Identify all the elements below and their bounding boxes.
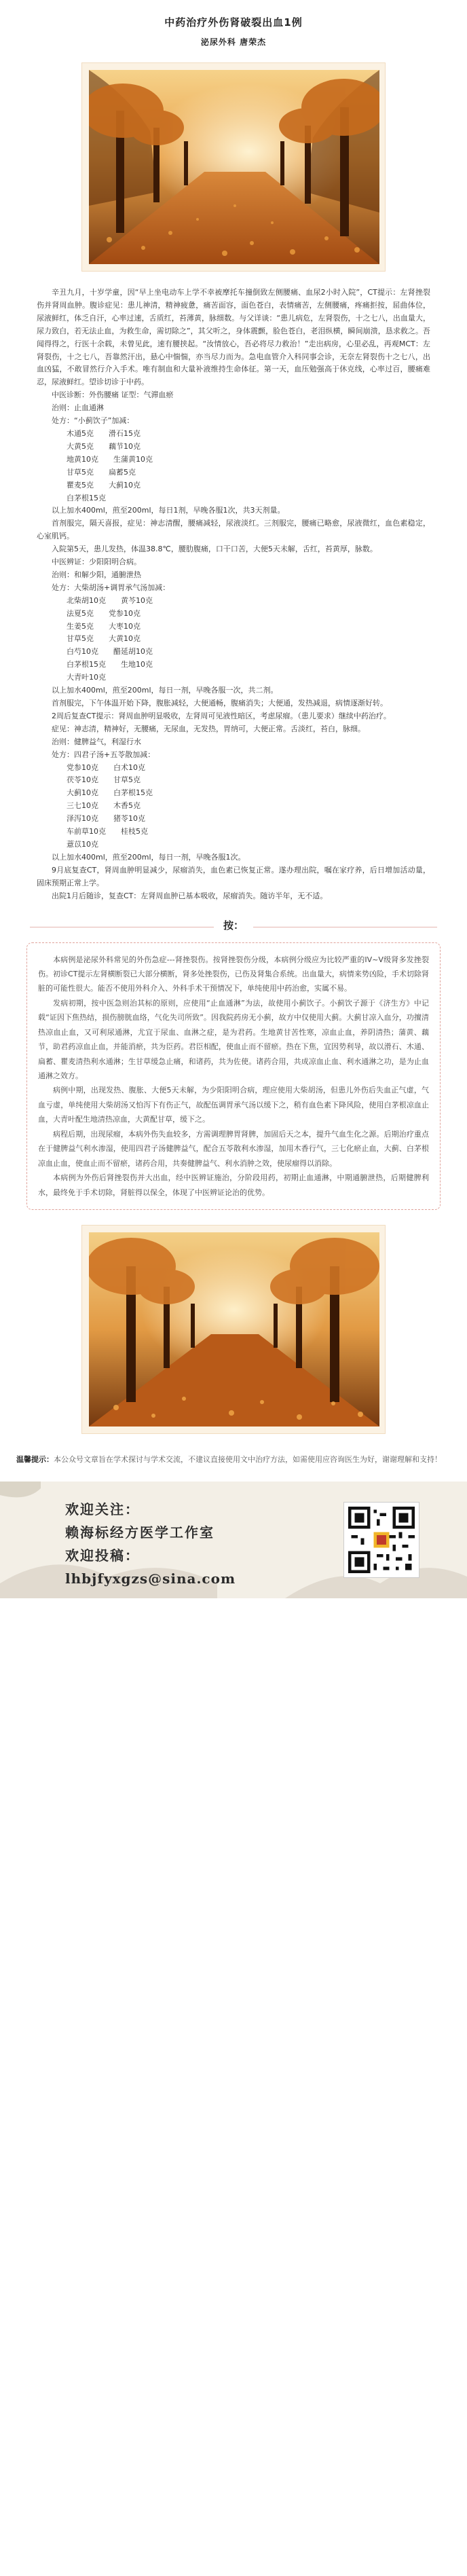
herb-line: 党参10克 白术10克	[67, 762, 145, 772]
herb-line: 茯苓10克 甘草5克	[67, 775, 141, 785]
herb-line: 大青叶10克	[67, 673, 106, 682]
autumn-road-trees-photo	[89, 1232, 379, 1427]
treatment-principle-2: 治则：和解少阳，通腑泄热	[52, 570, 141, 579]
commentary-paragraph: 本病例为外伤后肾挫裂伤并大出血，经中医辨证施治，分阶段用药，初期止血通淋，中期通腑泄热，后期健脾利水，最终免于手术切除，肾脏得以保全，体现了中医辨证论治的优势。	[38, 1173, 429, 1197]
commentary-box	[26, 942, 441, 1210]
prescription-1-name: 处方：“小蓟饮子”加减：	[52, 416, 134, 426]
treatment-principle-3: 治则：健脾益气，利湿行水	[52, 737, 141, 746]
commentary-heading: 按：	[214, 918, 253, 932]
contact-email[interactable]: lhbjfyxgzs@sina.com	[65, 1570, 236, 1587]
herb-line: 白茅根15克 生地10克	[67, 660, 153, 669]
prescription-1-usage: 以上加水400ml，煎至200ml，每日1剂，早晚各服1次，共3天剂量。	[52, 506, 285, 515]
prescription-3-usage: 以上加水400ml，煎至200ml，每日一剂，早晚各服1次。	[52, 852, 246, 862]
footer-banner	[0, 1482, 467, 1598]
submit-label: 欢迎投稿：	[65, 1547, 140, 1564]
case-report	[37, 287, 430, 903]
prescription-2-usage: 以上加水400ml，煎至200ml，每日一剂，早晚各服一次，共二剂。	[52, 686, 278, 695]
case-intro: 辛丑九月，十岁学童，因“早上坐电动车上学不幸被摩托车撞倒致左侧腰痛、血尿2小时入院”，CT提示：左肾挫裂伤并肾周血肿。腹诊症见：患儿神清，精神疲惫，痛苦面容，面色苍白，表情痛苦，左侧腰痛，疼痛拒按，屈曲体位，尿液鲜红，体乏自汗，心率过速，舌质红，苔薄黄，脉细数。与父详谈：“患儿病危，左肾裂伤，十之七八，出血量大，尿力致白，若无法止血，为救生命，需切除之”，其父听之，身体震颤，脸色苍白，老泪纵横，瞬间崩溃，恳求救之。吾闻得得之，行医十余载，未曾见此，速有腰挟起。“汝情放心，吾必将尽力救治！”走出病房，心里必乱，再观MCT：左肾裂伤，十之七八，吾靠然汗出，悬心中惴惴，亦当尽力而为。急电血管介入科同事会诊，无奈左肾裂伤十之七八，出血凶猛，不敢冒然行介入手术。唯有制血和大量补液维持生命体征。第一天，血压勉强高于休克线，心率过百，腰痛难忍，尿液鲜红。望诊切诊于中药。	[37, 288, 430, 387]
commentary-heading-wrap	[30, 918, 437, 936]
disclaimer	[16, 1453, 451, 1467]
herb-line: 生姜5克 大枣10克	[67, 621, 141, 631]
commentary-paragraph: 发病初期，按中医急则治其标的原则，应使用“止血通淋”为法，故使用小蓟饮子。小蓟饮子源于《济生方》中记载“证因下焦热结，损伤膀胱血络，气化失司所致”。因我院药房无小蓟，故方中仅使用大蓟。大蓟甘凉入血分，功擅清热凉血止血，又可利尿通淋，尤宜于尿血、血淋之症，是为君药。生地黄甘苦性寒，凉血止血，养阴清热；蒲黄、藕节，助君药凉血止血，并能消瘀，共为臣药。君臣相配，使血止而不留瘀。热在下焦，宜因势利导，故以滑石、木通、扁蓄、瞿麦清热利水通淋；生甘草缓急止痛，和诸药，共为佐使。诸药合用，共成凉血止血、利水通淋之功，是为止血通淋之效方。	[38, 998, 429, 1080]
follow-up: 入院第5天，患儿发热，体温38.8℃，腰肋腹痛，口干口苦，大便5天未解，舌红，苔黄厚，脉数。	[52, 545, 377, 554]
herb-line: 薏苡10克	[67, 839, 98, 849]
herb-line: 甘草5克 扁蓄5克	[67, 467, 136, 477]
herb-line: 大蓟10克 白茅根15克	[67, 788, 153, 798]
herb-line: 白芍10克 醋延胡10克	[67, 647, 153, 657]
diagnosis: 中医诊断：外伤腰痛 证型：气滞血瘀	[52, 390, 174, 400]
autumn-road-trees-photo	[89, 70, 379, 264]
commentary-paragraph: 本病例是泌尿外科常见的外伤急症---肾挫裂伤。按肾挫裂伤分级，本病例分级应为比较严重的IV~V级肾多发挫裂伤。初诊CT提示左肾横断裂已大部分横断，肾多处挫裂伤，已伤及肾集合系统。出血量大，病情来势凶险，手术切除肾脏的可能性很大。能否不使用外科介入、外科手术干预情况下，单纯使用中药治愈，实属不易。	[38, 955, 429, 993]
bottom-photo-frame	[81, 1225, 386, 1434]
follow-up: 9月底复查CT，肾周血肿明显减少，尿瘤消失，血色素已恢复正常。遂办理出院，嘱在家疗养，后日增加活动量，固床预期正常上学。	[37, 865, 430, 887]
article-title: 中药治疗外伤肾破裂出血1例	[164, 16, 303, 29]
treatment-principle: 治则：止血通淋	[52, 403, 104, 413]
prescription-3-name: 处方：四君子汤+五苓散加减：	[52, 750, 155, 759]
follow-up: 2周后复查CT提示：肾周血肿明显吸收，左肾周可见液性暗区，考虑尿瘤。（患儿要求）继续中药治疗。	[52, 711, 391, 720]
commentary-paragraph: 病例中期，出现发热、腹胀、大便5天未解，为少阳阳明合病，理应使用大柴胡汤，但患儿外伤后失血正气虚，气血亏虚，单纯使用大柴胡汤又怕泻下有伤正气，故配伍调胃承气汤以缓下之，稍有血色素下降风险，使用白茅根凉血止血，大青叶配生地清热凉血，大黄配甘草，缓下之。	[38, 1086, 429, 1124]
herb-line: 白茅根15克	[67, 493, 106, 502]
herb-line: 大黄5克 藕节10克	[67, 441, 141, 451]
herb-line: 地黄10克 生蒲黄10克	[67, 454, 153, 464]
herb-line: 泽泻10克 猪苓10克	[67, 814, 145, 824]
herb-line: 甘草5克 大黄10克	[67, 634, 141, 644]
disclaimer-text: 本公众号文章旨在学术探讨与学术交流，不建议直接使用文中治疗方法，如需使用应咨询医生为好，谢谢理解和支持！	[54, 1454, 442, 1464]
follow-up: 首剂服完，隔天喜报，症见：神志清醒，腰痛减轻，尿液淡红。三剂服完，腰痛已略愈，尿液微红，血色素稳定，心室肌钙。	[37, 519, 430, 541]
follow-up: 症见：神志清，精神好，无腰痛，无尿血，无发热，胃纳可，大便正常。舌淡红，苔白，脉细。	[52, 724, 365, 733]
footer-text	[65, 1498, 236, 1590]
disclaimer-label: 温馨提示：	[16, 1454, 54, 1464]
diagnosis-2: 中医辨证：少阳阳明合病。	[52, 557, 141, 567]
herb-line: 车前草10克 桂枝5克	[67, 827, 148, 836]
article-header	[0, 0, 467, 48]
follow-label: 欢迎关注：	[65, 1501, 140, 1517]
autumn-road-photo	[89, 70, 379, 264]
herb-line: 三七10克 木香5克	[67, 801, 141, 811]
prescription-2-name: 处方：大柴胡汤+调胃承气汤加减：	[52, 583, 170, 592]
article-author: 泌尿外科 唐荣杰	[200, 37, 267, 47]
autumn-road-photo-2	[89, 1232, 379, 1427]
follow-up: 首剂服完，下午体温开始下降，腹胀减轻，大便通畅，腹痛消失；大便通，发热减退，病情逐渐好转。	[52, 699, 388, 707]
herb-line: 木通5克 滑石15克	[67, 428, 141, 438]
herb-line: 北柴胡10克 黄芩10克	[67, 595, 153, 605]
herb-line: 法夏5克 党参10克	[67, 608, 141, 618]
follow-up: 出院1月后随诊，复查CT：左肾周血肿已基本吸收，尿瘤消失。随访半年，无不适。	[52, 891, 328, 900]
herb-line: 瞿麦5克 大蓟10克	[67, 480, 141, 490]
qr-code[interactable]	[343, 1502, 419, 1578]
commentary-paragraph: 病程后期，出现尿瘤，本病外伤失血较多，方需调理脾胃肾脾，加固后天之本，提升气血生化之源。后期治疗重点在于健脾益气利水渗湿，使用四君子汤健脾益气，配合五苓散利水渗湿，加用木香行气，三七化瘀止血，大蓟、白茅根凉血止血，使血止而不留瘀，诸药合用，共奏健脾益气、利水消肿之效，使尿瘤得以消除。	[38, 1129, 429, 1168]
top-photo-frame	[81, 62, 386, 272]
studio-name: 赖海标经方医学工作室	[65, 1524, 214, 1541]
qr-code-icon	[348, 1507, 415, 1573]
